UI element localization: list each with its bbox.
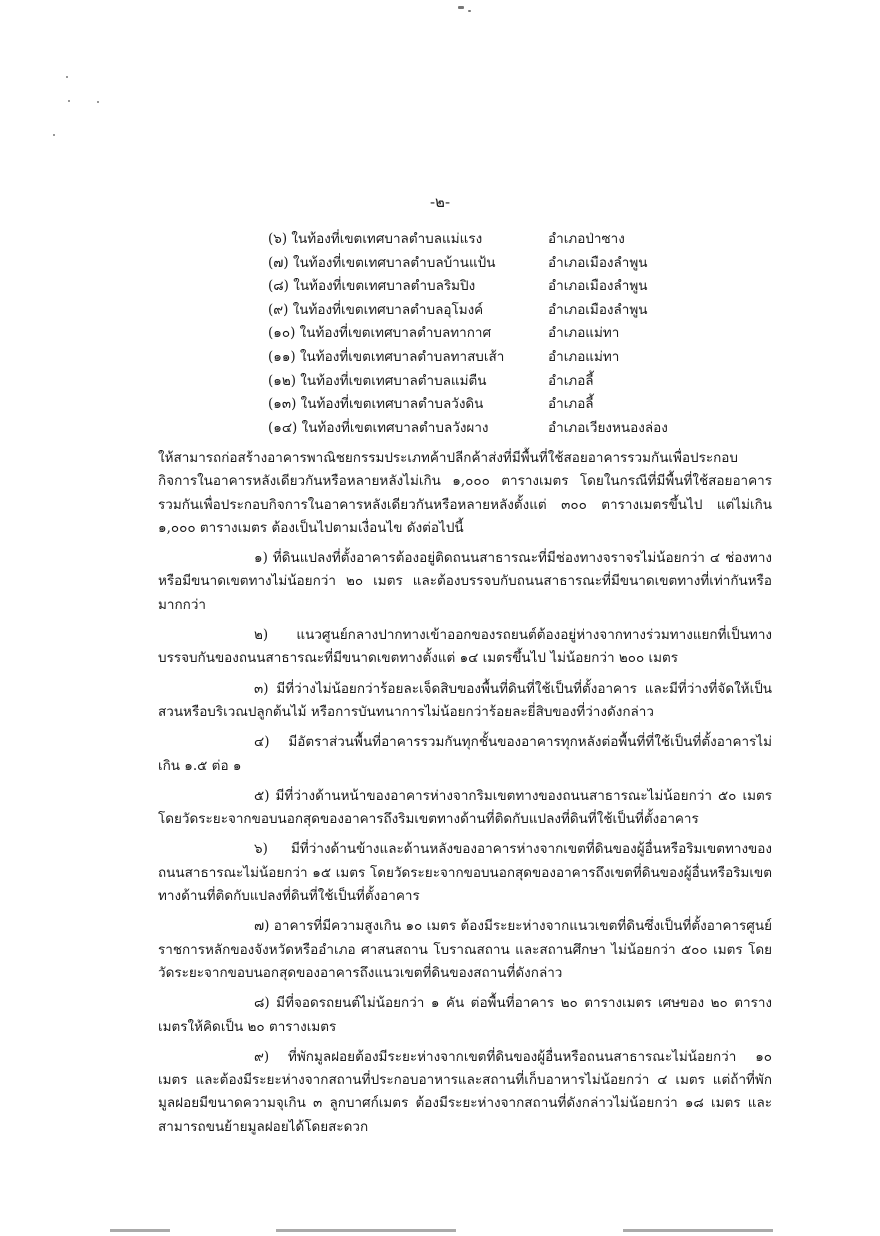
area-row (268, 370, 708, 394)
condition-paragraph: ๔) มีอัตราส่วนพื้นที่อาคารรวมกันทุกชั้นของอาคารทุกหลังต่อพื้นที่ที่ใช้เป็นที่ตั้งอาคารไม่เกิน ๑.๕ ต่อ ๑ (158, 734, 772, 774)
area-district: อำเภอป่าซาง (548, 231, 625, 247)
area-district: อำเภอแม่ทา (548, 325, 620, 342)
condition-paragraph: ๙) ที่พักมูลฝอยต้องมีระยะห่างจากเขตที่ดินของผู้อื่นหรือถนนสาธารณะไม่น้อยกว่า ๑๐ เมตร และต้องมีระยะห่างจากสถานที่ประกอบอาหารและสถานที่เก็บอาหารไม่น้อยกว่า ๔ เมตร แต่ถ้าที่พักมูลฝอยมีขนาดความจุเกิน ๓ ลูกบาศก์เมตร ต้องมีระยะห่างจากสถานที่ดังกล่าวไม่น้อยกว่า ๑๘ เมตร และสามารถขนย้ายมูลฝอยได้โดยสะดวก (158, 1048, 772, 1135)
area-district: อำเภอแม่ทา (548, 348, 620, 365)
condition-paragraph: ๘) มีที่จอดรถยนต์ไม่น้อยกว่า ๑ คัน ต่อพื้นที่อาคาร ๒๐ ตารางเมตร เศษของ ๒๐ ตารางเมตรให้คิดเป็น ๒๐ ตารางเมตร (158, 995, 772, 1035)
area-location: (๑๒) ในท้องที่เขตเทศบาลตำบลแม่ตืน (268, 372, 487, 389)
scan-speck (468, 10, 471, 12)
area-location: (๑๔) ในท้องที่เขตเทศบาลตำบลวังผาง (268, 419, 489, 436)
area-district: อำเภอเมืองลำพูน (548, 254, 648, 271)
area-row (268, 299, 708, 323)
scan-speck (97, 101, 99, 103)
scan-speck (458, 6, 464, 9)
condition-paragraph: ๕) มีที่ว่างด้านหน้าของอาคารห่างจากริมเขตทางของถนนสาธารณะไม่น้อยกว่า ๕๐ เมตร โดยวัดระยะจากขอบนอกสุดของอาคารถึงริมเขตทางด้านที่ติดกับแปลงที่ดินที่ใช้เป็นที่ตั้งอาคาร (158, 787, 772, 828)
area-row (268, 275, 708, 299)
area-district: อำเภอลี้ (548, 396, 594, 413)
area-district: อำเภอเมืองลำพูน (548, 301, 648, 318)
area-location: (๑๓) ในท้องที่เขตเทศบาลตำบลวังดิน (268, 396, 484, 413)
regulation-body (158, 447, 772, 1139)
area-row (268, 228, 708, 252)
scan-speck (66, 76, 68, 78)
area-location: (๖) ในท้องที่เขตเทศบาลตำบลแม่แรง (268, 231, 483, 247)
area-district: อำเภอเวียงหนองล่อง (548, 419, 668, 436)
area-district: อำเภอเมืองลำพูน (548, 278, 648, 295)
condition-paragraph: ๒) แนวศูนย์กลางปากทางเข้าออกของรถยนต์ต้องอยู่ห่างจากทางร่วมทางแยกที่เป็นทางบรรจบกันของถนนสาธารณะที่มีขนาดเขตทางตั้งแต่ ๑๔ เมตรขึ้นไป ไม่น้อยกว่า ๒๐๐ เมตร (158, 627, 772, 667)
scan-speck (68, 100, 70, 102)
area-row (268, 393, 708, 417)
condition-paragraph: ๓) มีที่ว่างไม่น้อยกว่าร้อยละเจ็ดสิบของพื้นที่ดินที่ใช้เป็นที่ตั้งอาคาร และมีที่ว่างที่จัดให้เป็นสวนหรือบริเวณปลูกต้นไม้ หรือการบันทนาการไม่น้อยกว่าร้อยละยี่สิบของที่ว่างดังกล่าว (158, 680, 772, 720)
page-number: -๒- (429, 193, 451, 211)
area-row (268, 322, 708, 346)
scan-speck (53, 134, 55, 136)
area-row (268, 346, 708, 370)
condition-paragraph: ๗) อาคารที่มีความสูงเกิน ๑๐ เมตร ต้องมีระยะห่างจากแนวเขตที่ดินซึ่งเป็นที่ตั้งอาคารศูนย์ราชการหลักของจังหวัดหรืออำเภอ ศาสนสถาน โบราณสถาน และสถานศึกษา ไม่น้อยกว่า ๕๐๐ เมตร โดยวัดระยะจากขอบนอกสุดของอาคารถึงแนวเขตที่ดินของสถานที่ดังกล่าว (158, 918, 772, 981)
area-location: (๑๐) ในท้องที่เขตเทศบาลตำบลทากาศ (268, 325, 492, 342)
condition-paragraph: ๑) ที่ดินแปลงที่ตั้งอาคารต้องอยู่ติดถนนสาธารณะที่มีช่องทางจราจรไม่น้อยกว่า ๔ ช่องทาง หรือมีขนาดเขตทางไม่น้อยกว่า ๒๐ เมตร และต้องบรรจบกับถนนสาธารณะที่มีขนาดเขตทางที่เท่ากันหรือมากกว่า (158, 550, 772, 613)
area-district: อำเภอลี้ (548, 372, 594, 389)
area-location: (๗) ในท้องที่เขตเทศบาลตำบลบ้านแป้น (268, 254, 496, 271)
area-location: (๙) ในท้องที่เขตเทศบาลตำบลอุโมงค์ (268, 301, 484, 318)
area-location: (๘) ในท้องที่เขตเทศบาลตำบลริมปิง (268, 278, 476, 295)
area-location: (๑๑) ในท้องที่เขตเทศบาลตำบลทาสบเส้า (268, 348, 505, 365)
area-list (268, 228, 708, 440)
area-row (268, 417, 708, 441)
condition-paragraph: ๖) มีที่ว่างด้านข้างและด้านหลังของอาคารห่างจากเขตที่ดินของผู้อื่นหรือริมเขตทางของถนนสาธารณะไม่น้อยกว่า ๑๕ เมตร โดยวัดระยะจากขอบนอกสุดของอาคารถึงเขตที่ดินของผู้อื่นหรือริมเขตทางด้านที่ติดกับแปลงที่ดินที่ใช้เป็นที่ตั้งอาคาร (158, 841, 772, 905)
intro-paragraph: ให้สามารถก่อสร้างอาคารพาณิชยกรรมประเภทค้าปลีกค้าส่งที่มีพื้นที่ใช้สอยอาคารรวมกันเพื่อประกอบกิจการในอาคารหลังเดียวกันหรือหลายหลังไม่เกิน ๑,๐๐๐ ตารางเมตร โดยในกรณีที่มีพื้นที่ใช้สอยอาคารรวมกันเพื่อประกอบกิจการในอาคารหลังเดียวกันหรือหลายหลังตั้งแต่ ๓๐๐ ตารางเมตรขึ้นไป แต่ไม่เกิน ๑,๐๐๐ ตารางเมตร ต้องเป็นไปตามเงื่อนไข ดังต่อไปนี้ (158, 450, 772, 536)
area-row (268, 252, 708, 276)
